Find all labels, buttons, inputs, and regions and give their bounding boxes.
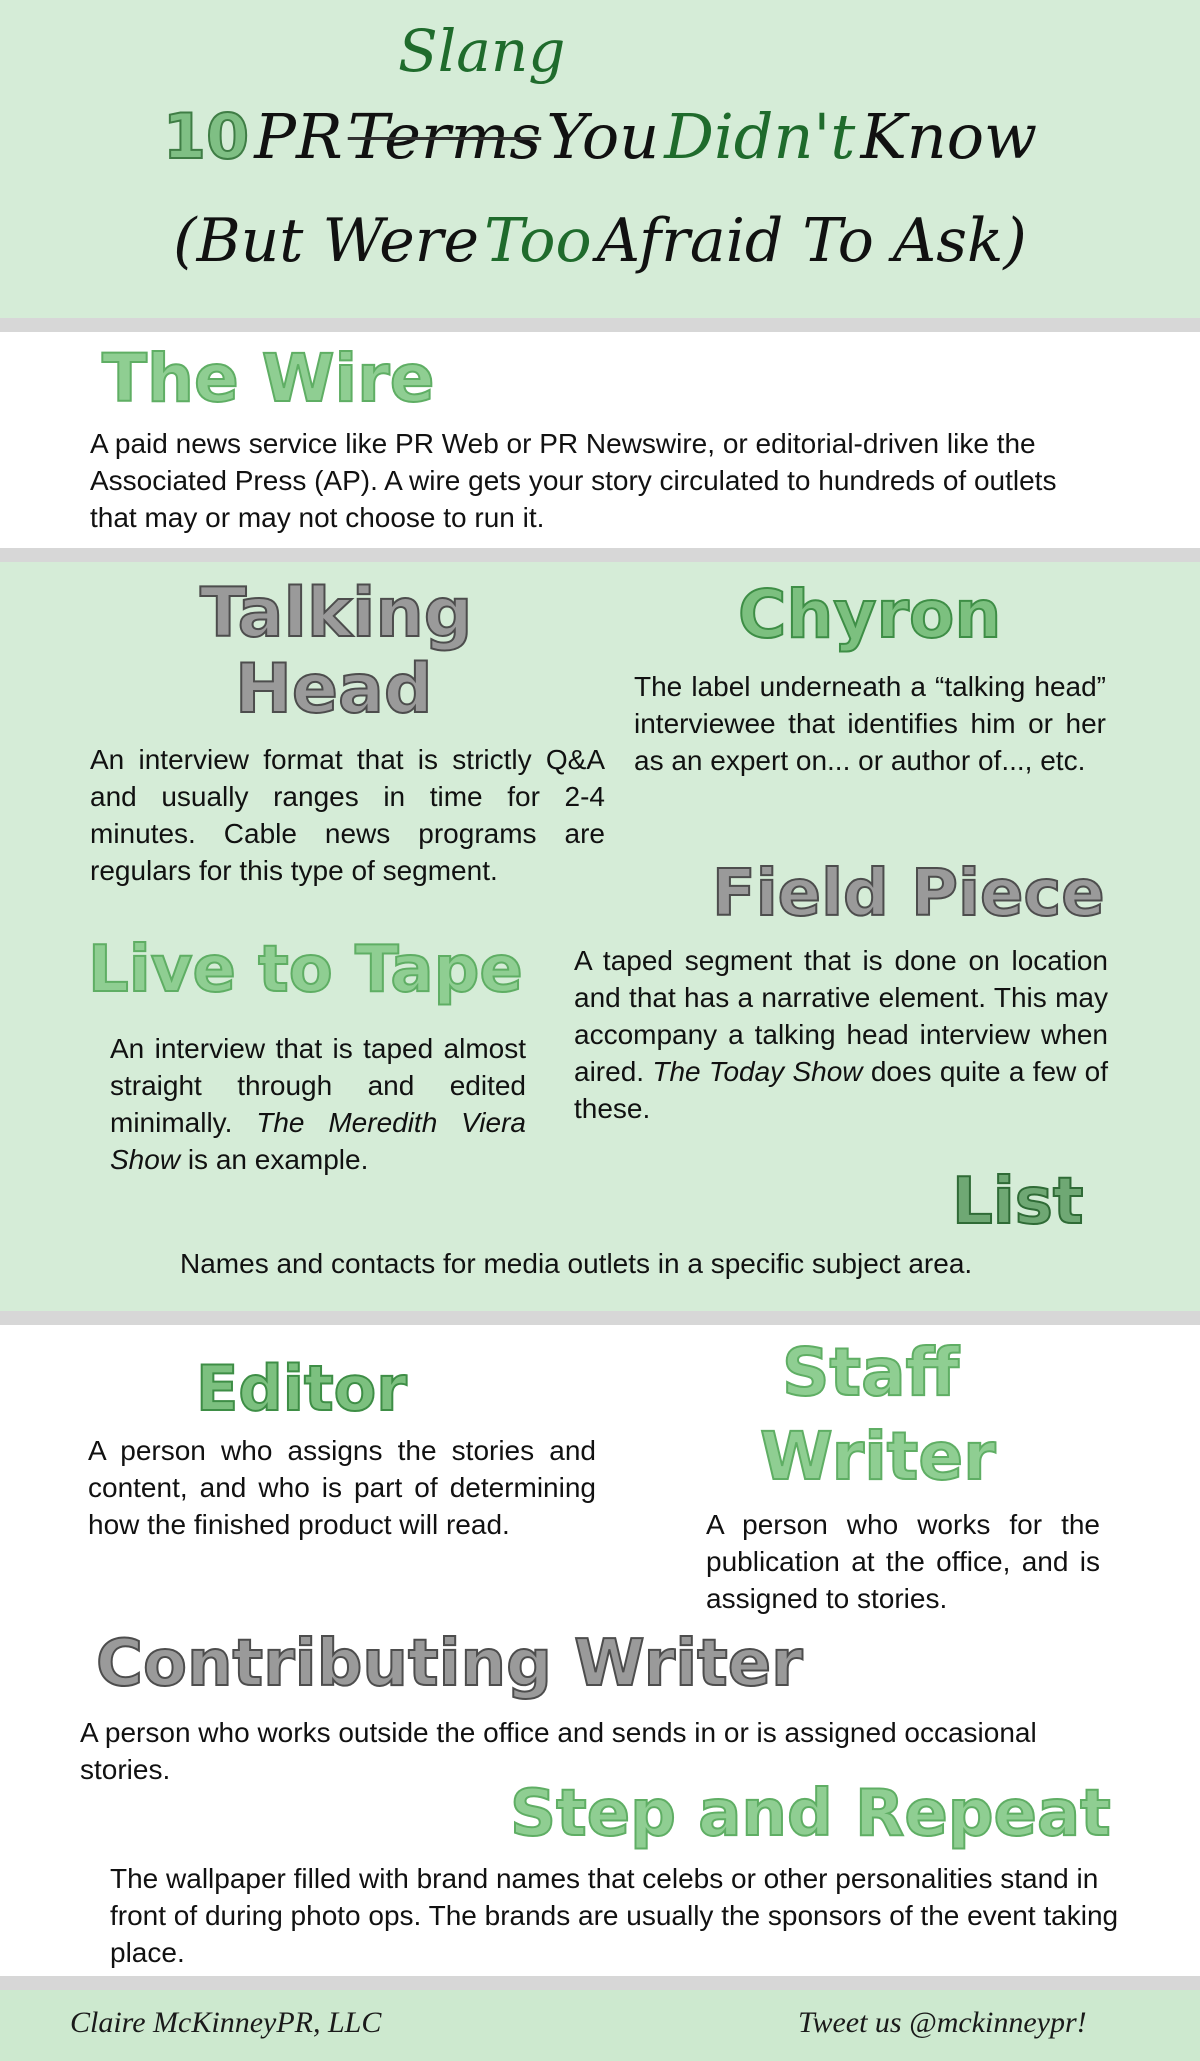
term-desc-chyron: The label underneath a “talking head” interviewee that identifies him or her as an expert on... or author of..., etc.	[634, 671, 1106, 776]
field-piece-desc-text: A taped segment that is done on location and that has a narrative element. This may accompany a talking head interview when aired.	[574, 945, 1108, 1087]
term-heading-step-and-repeat: Step and Repeat	[510, 1777, 1111, 1851]
title-too: Too	[484, 206, 592, 276]
field-piece-show-title: The Today Show	[652, 1056, 863, 1087]
term-desc-the-wire: A paid news service like PR Web or PR Newswire, or editorial-driven like the Associated Press (AP). A wire gets your story circulated to hundreds of outlets that may or may not choose to run it.	[90, 428, 1057, 533]
live-to-tape-desc-text: An interview that is taped almost straight through and edited minimally.	[110, 1033, 526, 1138]
term-heading-staff-writer-line2: Writer	[760, 1418, 996, 1495]
term-desc-field-piece	[574, 942, 1108, 1127]
term-desc-list: Names and contacts for media outlets in a specific subject area.	[180, 1248, 973, 1279]
term-heading-talking-head-line1: Talking	[200, 574, 473, 653]
term-desc-step-and-repeat: The wallpaper filled with brand names that celebs or other personalities stand in front of during photo ops. The brands are usually the sponsors of the event taking place.	[110, 1863, 1119, 1968]
term-desc-talking-head: An interview format that is strictly Q&A and usually ranges in time for 2-4 minutes. Cable news programs are regulars for this type of segment.	[90, 744, 605, 886]
term-heading-the-wire: The Wire	[102, 340, 435, 417]
term-heading-live-to-tape: Live to Tape	[88, 933, 523, 1007]
live-to-tape-desc-tail: is an example.	[187, 1144, 369, 1175]
title-know: Know	[860, 100, 1038, 173]
title-line-1	[0, 100, 1200, 173]
field-piece-desc-tail: does quite a few of these.	[574, 1056, 1108, 1124]
term-desc-live-to-tape	[110, 1030, 526, 1178]
term-heading-field-piece: Field Piece	[712, 857, 1105, 931]
footer-twitter-handle[interactable]: Tweet us @mckinneypr!	[798, 2006, 1087, 2039]
divider	[0, 318, 1200, 332]
term-heading-staff-writer-line1: Staff	[782, 1334, 960, 1411]
term-heading-editor: Editor	[196, 1352, 407, 1425]
term-desc-contributing-writer: A person who works outside the office and sends in or is assigned occasional stories.	[80, 1717, 1037, 1785]
title-slang-word: Slang	[398, 17, 566, 85]
term-heading-chyron: Chyron	[738, 576, 1002, 653]
title-you: You	[546, 100, 660, 173]
term-desc-editor: A person who assigns the stories and content, and who is part of determining how the finished product will read.	[88, 1435, 596, 1540]
title-pr: PR	[254, 100, 343, 173]
divider	[0, 1311, 1200, 1325]
title-line2-open: (But Were	[173, 206, 479, 276]
footer-company: Claire McKinneyPR, LLC	[70, 2006, 382, 2039]
title-struck-word: Terms	[347, 100, 542, 173]
divider	[0, 1976, 1200, 1990]
divider	[0, 548, 1200, 562]
term-heading-contributing-writer: Contributing Writer	[96, 1627, 803, 1701]
title-didnt: Didn't	[664, 100, 856, 173]
term-desc-staff-writer: A person who works for the publication at the office, and is assigned to stories.	[706, 1509, 1100, 1614]
title-line-2	[0, 206, 1200, 276]
title-line2-close: Afraid To Ask)	[596, 206, 1027, 276]
term-heading-talking-head-line2: Head	[235, 650, 433, 729]
title-number: 10	[162, 100, 250, 173]
live-to-tape-show-title: The Meredith Viera Show	[110, 1107, 526, 1175]
term-heading-list: List	[952, 1165, 1084, 1239]
